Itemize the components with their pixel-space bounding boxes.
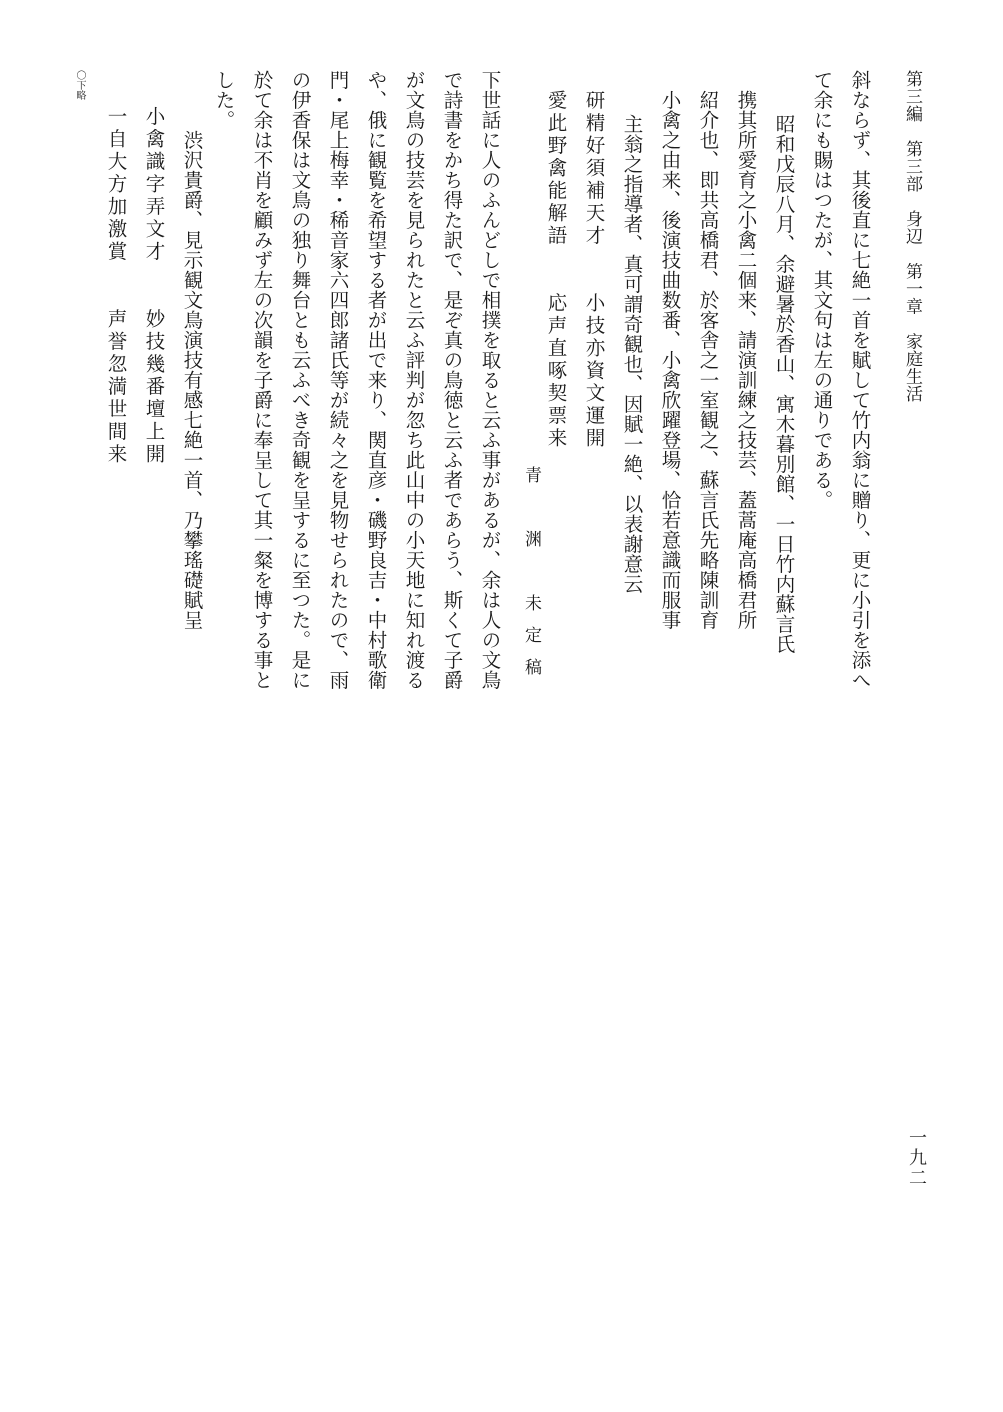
text-line: 下世話に人のふんどしで相撲を取ると云ふ事があるが、余は人の文鳥 bbox=[478, 70, 502, 690]
text-line: 斜ならず、其後直に七絶一首を賦して竹内翁に贈り、更に小引を添へ bbox=[848, 70, 872, 690]
poem-line: 愛此野禽能解語 応声直啄契票来 bbox=[544, 90, 568, 450]
omission-note: 〇下略 bbox=[74, 70, 85, 100]
text-line: 携其所愛育之小禽二個来、請演訓練之技芸、蓋蒿庵高橋君所 bbox=[734, 90, 758, 630]
author-signature: 青 渊 未定稿 bbox=[521, 466, 541, 690]
poem-line: 研精好須補天才 小技亦資文運開 bbox=[582, 90, 606, 450]
text-line: 於て余は不肖を顧みず左の次韻を子爵に奉呈して其一粲を博する事と bbox=[250, 70, 274, 690]
poem-line: 一自大方加激賞 声誉忽満世間来 bbox=[104, 106, 128, 466]
text-line: の伊香保は文鳥の独り舞台とも云ふべき奇観を呈するに至つた。是に bbox=[288, 70, 312, 690]
text-line: で詩書をかち得た訳で、是ぞ真の鳥徳と云ふ者であらう、斯くて子爵 bbox=[440, 70, 464, 690]
text-line: 主翁之指導者、真可謂奇観也、因賦一絶、以表謝意云 bbox=[620, 114, 644, 594]
text-line: や、俄に観覧を希望する者が出で来り、関直彦・磯野良吉・中村歌衛 bbox=[364, 70, 388, 690]
text-line: 小禽之由来、後演技曲数番、小禽欣躍登場、恰若意識而服事 bbox=[658, 90, 682, 630]
text-line: 門・尾上梅幸・稀音家六四郎諸氏等が続々之を見物せられたので、雨 bbox=[326, 70, 350, 690]
text-line: 渋沢貴爵、見示観文鳥演技有感七絶一首、乃攀瑤礎賦呈 bbox=[180, 130, 204, 630]
text-line: 紹介也、即共高橋君、於客舎之一室観之、蘇言氏先略陳訓育 bbox=[696, 90, 720, 630]
text-line: て余にも賜はつたが、其文句は左の通りである。 bbox=[810, 70, 834, 510]
poem-line: 小禽識字弄文才 妙技幾番壇上開 bbox=[142, 106, 166, 466]
text-line: した。 bbox=[212, 70, 236, 130]
text-line: が文鳥の技芸を見られたと云ふ評判が忽ち此山中の小天地に知れ渡る bbox=[402, 70, 426, 690]
text-line: 昭和戊辰八月、余避暑於香山、寓木暮別館、一日竹内蘇言氏 bbox=[772, 114, 796, 654]
running-head: 第三編 第三部 身辺 第一章 家庭生活 bbox=[902, 70, 922, 403]
page-number: 一九二 bbox=[906, 1128, 927, 1188]
